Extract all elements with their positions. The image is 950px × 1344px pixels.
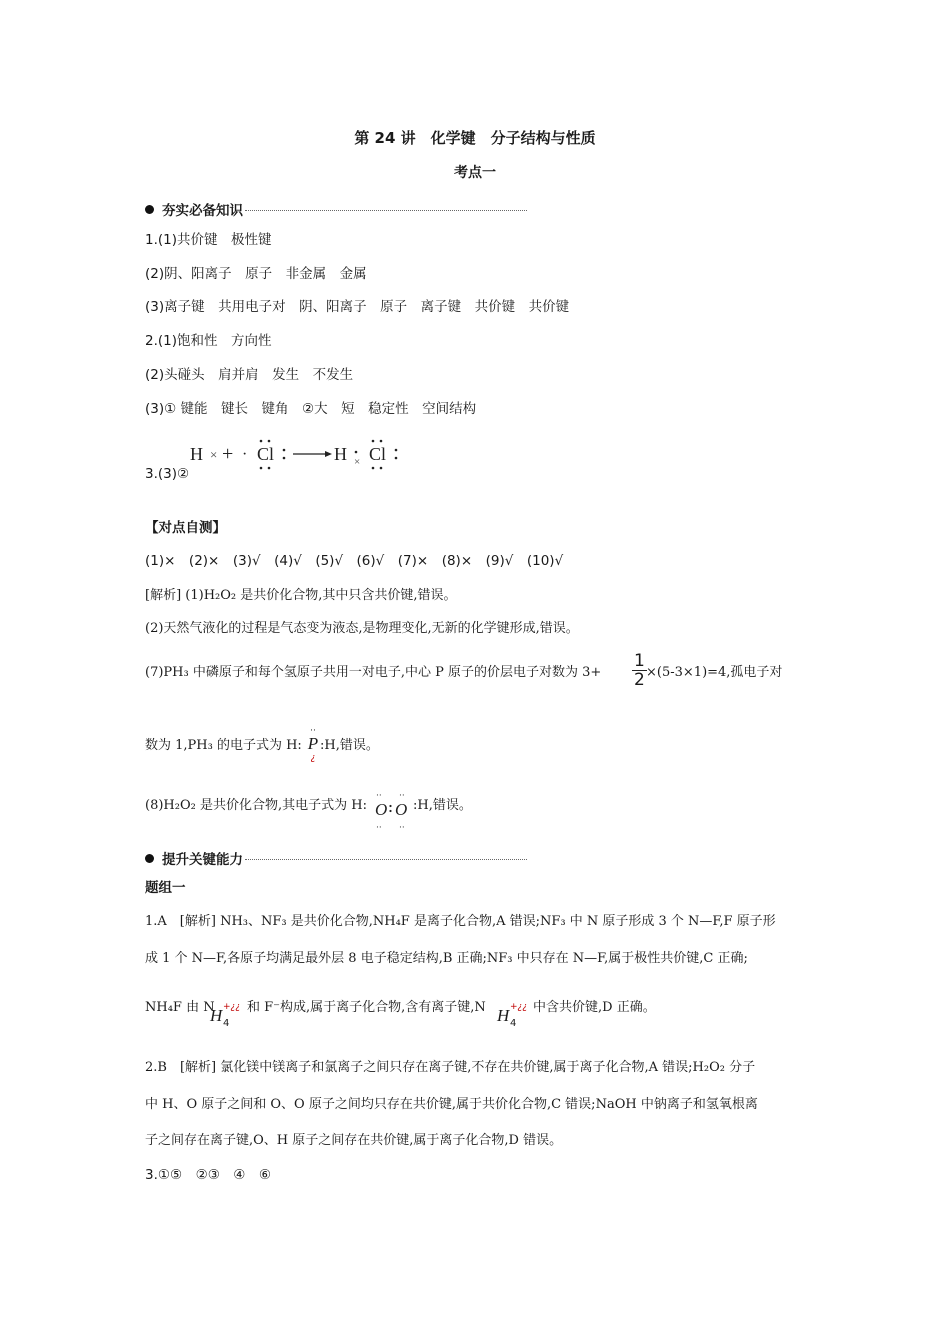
page-subtitle: 考点一: [454, 165, 496, 181]
question-3-answer: 3.①⑤ ②③ ④ ⑥: [145, 1167, 271, 1183]
section-2-label: 提升关键能力: [162, 852, 243, 868]
question-1-line-b: 成 1 个 N—F,各原子均满足最外层 8 电子稳定结构,B 正确;NF₃ 中只存在 N—F,属于极性共价键,C 正确;: [145, 951, 748, 966]
eq-h-right: H: [334, 444, 347, 464]
svg-text:··: ··: [376, 823, 382, 832]
explanation-2: (2)天然气液化的过程是气态变为液态,是物理变化,无新的化学键形成,错误。: [145, 621, 579, 636]
nh4-superscript: +¿¿: [223, 1002, 241, 1012]
explanation-8-part-b: :H,错误。: [413, 798, 472, 813]
question-1-line-c-part-3: 中含共价键,D 正确。: [533, 1000, 656, 1015]
bullet-icon: [145, 205, 154, 214]
page-title: 第 24 讲 化学键 分子结构与性质: [354, 129, 596, 147]
eq-x-left: ×: [210, 447, 218, 462]
fraction-numerator: 1: [634, 651, 645, 671]
knowledge-line-5: (2)头碰头 肩并肩 发生 不发生: [145, 367, 354, 383]
nh4-subscript: 4: [223, 1018, 230, 1029]
eq-h-left: H: [190, 444, 203, 464]
nh4-ion-fragment-2: [497, 996, 533, 1030]
question-1-line-a: 1.A [解析] NH₃、NF₃ 是共价化合物,NH₄F 是离子化合物,A 错误;NF₃ 中 N 原子形成 3 个 N—F,F 原子形: [145, 914, 776, 929]
knowledge-line-2: (2)阴、阳离子 原子 非金属 金属: [145, 266, 367, 282]
section-heading-1: [145, 199, 527, 219]
dotted-divider: [245, 859, 527, 860]
question-2-line-c: 子之间存在离子键,O、H 原子之间存在共价键,属于离子化合物,D 错误。: [145, 1133, 563, 1148]
selftest-answers: (1)× (2)× (3)√ (4)√ (5)√ (6)√ (7)× (8)× (9)√ (10)√: [145, 553, 564, 569]
group-1-title: 题组一: [145, 880, 186, 896]
nh4-ion-fragment-1: [210, 996, 246, 1030]
knowledge-line-3: (3)离子键 共用电子对 阴、阳离子 原子 离子键 共价键 共价键: [145, 299, 570, 315]
knowledge-line-4: 2.(1)饱和性 方向性: [145, 333, 272, 349]
fraction-denominator: 2: [634, 670, 645, 690]
fraction-one-half: [632, 652, 647, 689]
explanation-1: [解析] (1)H₂O₂ 是共价化合物,其中只含共价键,错误。: [145, 588, 457, 603]
selftest-title: 【对点自测】: [145, 520, 226, 536]
h2o2-o-right: O: [395, 800, 408, 819]
h2o2-o-left: O: [375, 800, 388, 819]
explanation-7-part-b: ×(5-3×1)=4,孤电子对: [646, 665, 783, 680]
svg-text:··: ··: [399, 823, 405, 832]
svg-text:··: ··: [399, 791, 405, 801]
explanation-7-text-a: (7)PH₃ 中磷原子和每个氢原子共用一对电子,中心 P 原子的价层电子对数为 3+: [145, 665, 602, 680]
section-1-label: 夯实必备知识: [162, 203, 243, 219]
knowledge-line-7: 3.(3)②: [145, 466, 190, 482]
question-2-line-a: 2.B [解析] 氯化镁中镁离子和氯离子之间只存在离子键,不存在共价键,属于离子化合物,A 错误;H₂O₂ 分子: [145, 1060, 756, 1075]
svg-text:×: ×: [354, 456, 361, 468]
knowledge-line-1: 1.(1)共价键 极性键: [145, 232, 272, 248]
explanation-7-part-a: [145, 663, 601, 683]
dotted-divider: [245, 210, 527, 211]
ph3-garbled-mark: ¿: [310, 753, 316, 763]
electron-formation-equation: [185, 432, 415, 474]
svg-text:··: ··: [376, 791, 382, 801]
nh4-h-symbol: H: [497, 1006, 510, 1025]
question-1-line-c-part-1: NH₄F 由 N: [145, 1000, 215, 1015]
nh4-superscript: +¿¿: [510, 1002, 528, 1012]
section-heading-2: [145, 848, 527, 868]
ph3-p-symbol: P: [307, 734, 319, 753]
question-1-line-c-part-2: 和 F⁻构成,属于离子化合物,含有离子键,N: [247, 1000, 486, 1015]
bullet-icon: [145, 854, 154, 863]
explanation-7-part-c: 数为 1,PH₃ 的电子式为 H:: [145, 738, 302, 753]
question-2-line-b: 中 H、O 原子之间和 O、O 原子之间均只存在共价键,属于共价化合物,C 错误;NaOH 中钠离子和氢氧根离: [145, 1097, 758, 1112]
eq-plus: +: [222, 443, 234, 465]
ph3-lone-pair-dots: ··: [310, 726, 316, 736]
eq-cl-left: Cl: [257, 444, 275, 464]
eq-cl-right: Cl: [369, 444, 387, 464]
nh4-h-symbol: H: [210, 1006, 223, 1025]
knowledge-line-6: (3)① 键能 键长 键角 ②大 短 稳定性 空间结构: [145, 401, 477, 417]
explanation-8-part-a: (8)H₂O₂ 是共价化合物,其电子式为 H:: [145, 798, 367, 813]
explanation-7-part-d: :H,错误。: [320, 738, 379, 753]
eq-dot: ·: [242, 446, 248, 463]
nh4-subscript: 4: [510, 1018, 517, 1029]
